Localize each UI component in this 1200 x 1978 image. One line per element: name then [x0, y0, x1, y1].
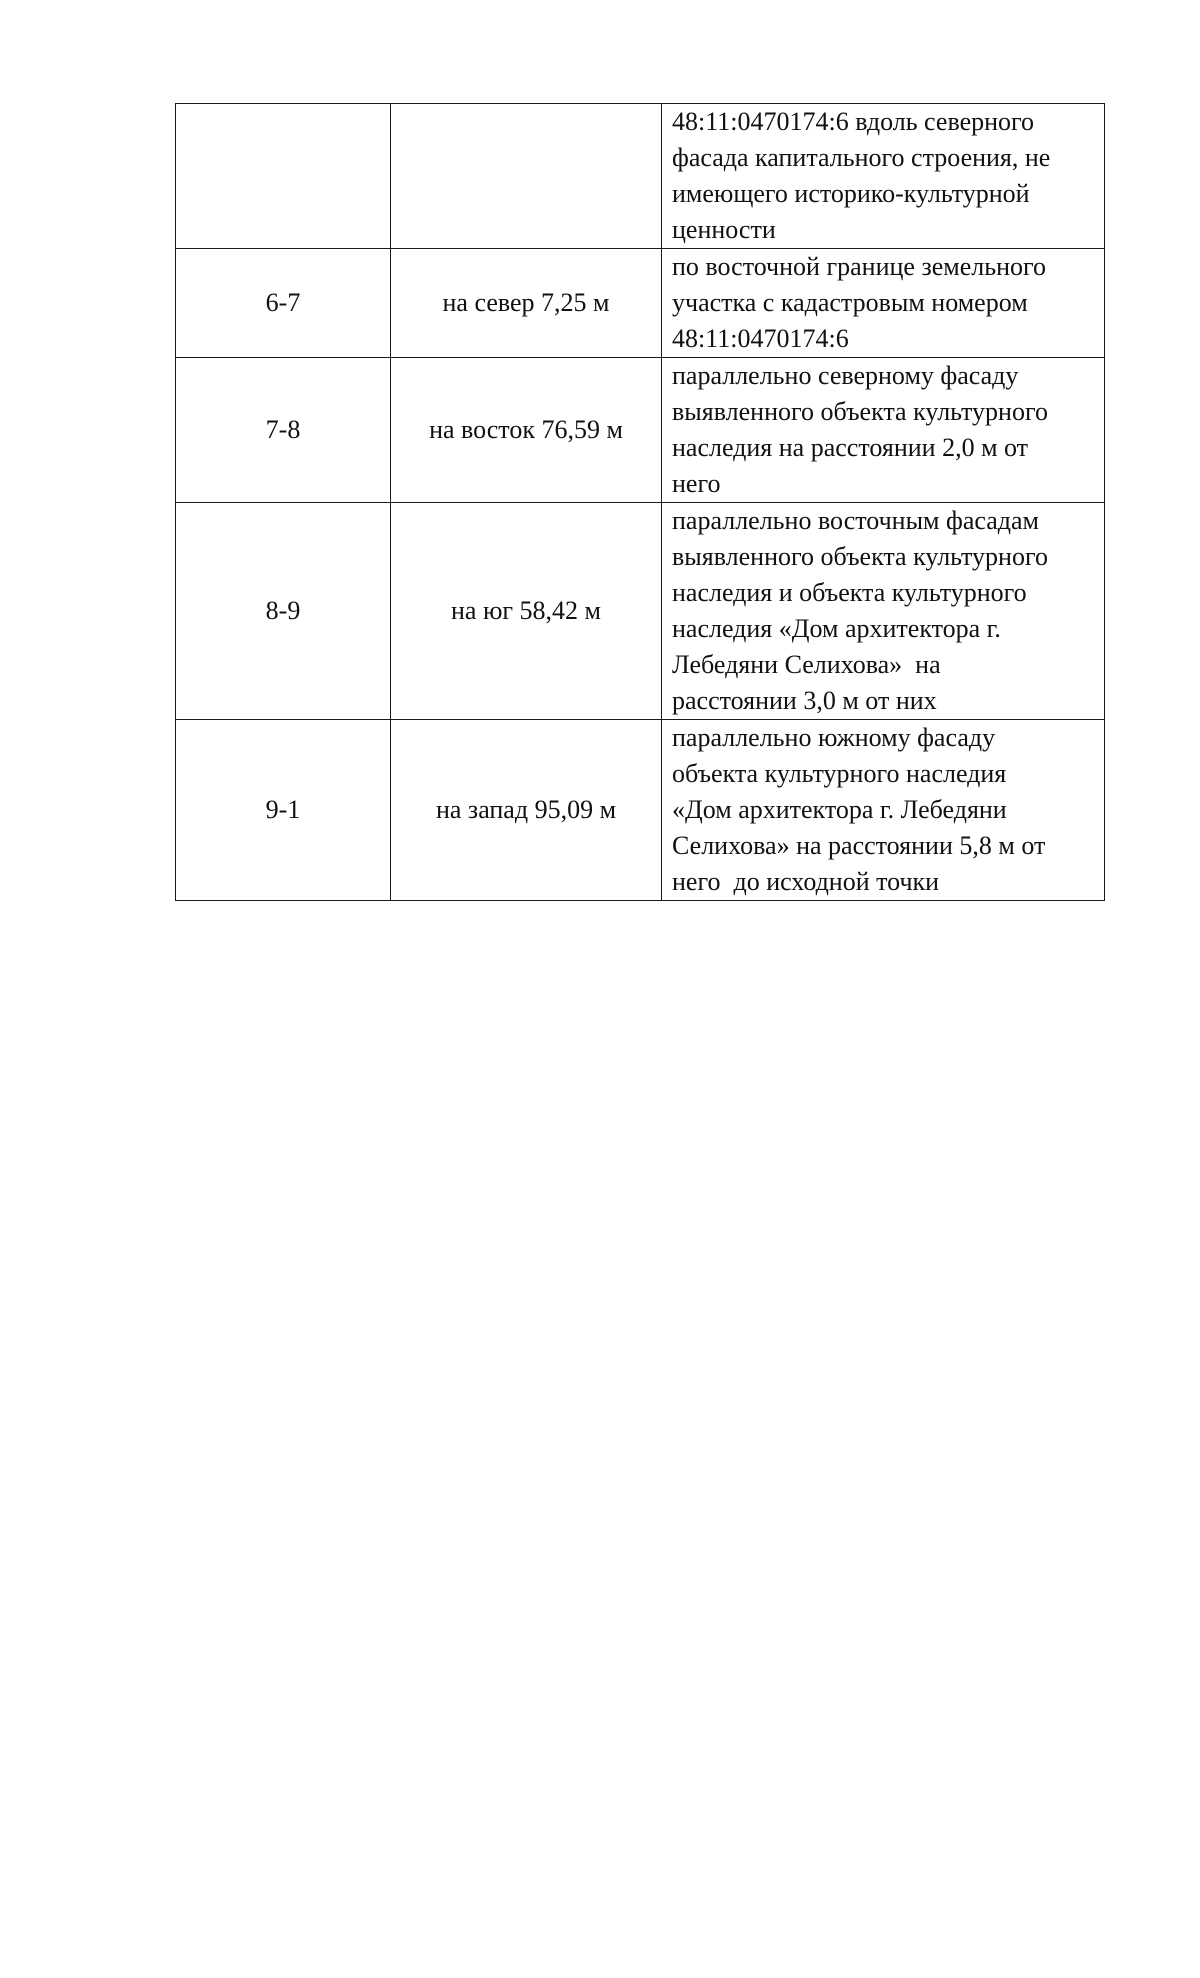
- description-line: наследия на расстоянии 2,0 м от: [672, 433, 1029, 462]
- table-row: [176, 249, 1105, 358]
- description-line: фасада капитального строения, не: [672, 143, 1051, 172]
- description-cell: [662, 249, 1105, 358]
- direction-cell: [391, 104, 662, 249]
- description-line: наследия и объекта культурного: [672, 578, 1027, 607]
- description-line: 48:11:0470174:6 вдоль северного: [672, 107, 1035, 136]
- point-cell: 6-7: [176, 249, 391, 358]
- description-line: него: [672, 469, 721, 498]
- description-line: параллельно южному фасаду: [672, 723, 996, 752]
- description-line: по восточной границе земельного: [672, 252, 1047, 281]
- description-cell: [662, 720, 1105, 901]
- description-line: «Дом архитектора г. Лебедяни: [672, 795, 1007, 824]
- description-line: выявленного объекта культурного: [672, 397, 1048, 426]
- direction-cell: на юг 58,42 м: [391, 503, 662, 720]
- description-line: параллельно восточным фасадам: [672, 506, 1040, 535]
- boundary-table: [175, 103, 1105, 901]
- point-cell: 7-8: [176, 358, 391, 503]
- point-cell: 9-1: [176, 720, 391, 901]
- description-line: участка с кадастровым номером: [672, 288, 1028, 317]
- table-row: [176, 104, 1105, 249]
- table-row: [176, 503, 1105, 720]
- description-line: объекта культурного наследия: [672, 759, 1007, 788]
- point-cell: [176, 104, 391, 249]
- description-cell: [662, 358, 1105, 503]
- direction-cell: на запад 95,09 м: [391, 720, 662, 901]
- direction-cell: на восток 76,59 м: [391, 358, 662, 503]
- description-cell: [662, 503, 1105, 720]
- description-line: выявленного объекта культурного: [672, 542, 1048, 571]
- table-row: [176, 720, 1105, 901]
- description-line: него до исходной точки: [672, 867, 940, 896]
- description-line: имеющего историко-культурной: [672, 179, 1030, 208]
- table-row: [176, 358, 1105, 503]
- description-cell: [662, 104, 1105, 249]
- point-cell: 8-9: [176, 503, 391, 720]
- description-line: Селихова» на расстоянии 5,8 м от: [672, 831, 1046, 860]
- description-line: Лебедяни Селихова» на: [672, 650, 941, 679]
- description-line: параллельно северному фасаду: [672, 361, 1019, 390]
- description-line: 48:11:0470174:6: [672, 324, 849, 353]
- description-line: наследия «Дом архитектора г.: [672, 614, 1001, 643]
- description-line: ценности: [672, 215, 776, 244]
- direction-cell: на север 7,25 м: [391, 249, 662, 358]
- description-line: расстоянии 3,0 м от них: [672, 686, 937, 715]
